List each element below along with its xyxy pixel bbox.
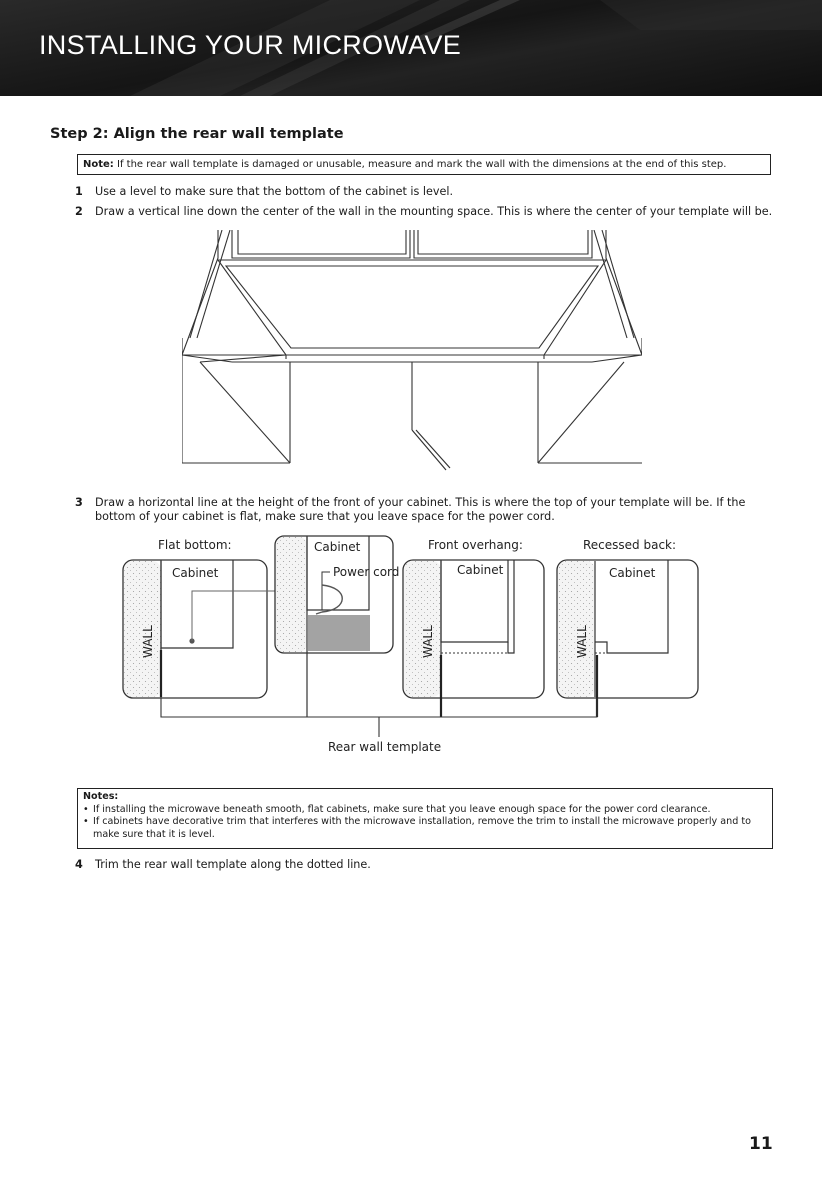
- cabinet-label: Cabinet: [172, 566, 219, 580]
- cabinet-types-diagram: [0, 530, 822, 765]
- page-number: 11: [749, 1134, 773, 1154]
- cabinet-label: Cabinet: [314, 540, 361, 554]
- notes-box: [77, 788, 773, 849]
- note-text: If the rear wall template is damaged or unusable, measure and mark the wall with the dimensions at the end of this step.: [117, 159, 727, 170]
- step-number: 1: [75, 185, 83, 198]
- wall-label: WALL: [141, 625, 155, 658]
- step-number: 2: [75, 205, 83, 218]
- notes-title: Notes:: [83, 791, 119, 802]
- step-heading: Step 2: Align the rear wall template: [50, 126, 344, 142]
- mounting-space-illustration: [182, 230, 642, 475]
- template-bracket: [161, 697, 597, 717]
- wall-section: [276, 537, 307, 652]
- notes-item: • If cabinets have decorative trim that interferes with the microwave installation, remove the trim to install the microwave properly and to make sure that it is level.: [83, 816, 767, 841]
- step-text: Draw a vertical line down the center of the wall in the mounting space. This is where the center of your template will be.: [95, 205, 773, 218]
- header-banner: [0, 0, 822, 96]
- step-text: Draw a horizontal line at the height of the front of your cabinet. This is where the top of your template will be. If the bottom of your cabinet is flat, make sure that you leave space for the power cord.: [95, 496, 746, 523]
- rear-wall-template-label: Rear wall template: [328, 740, 442, 754]
- page-title: INSTALLING YOUR MICROWAVE: [39, 30, 462, 60]
- recessed-back-label: Recessed back:: [583, 538, 677, 552]
- step-text: Use a level to make sure that the bottom of the cabinet is level.: [95, 185, 454, 198]
- microwave-top: [308, 615, 370, 651]
- flat-bottom-label: Flat bottom:: [158, 538, 232, 552]
- cabinet-label: Cabinet: [457, 563, 504, 577]
- step-text: Trim the rear wall template along the dotted line.: [95, 858, 371, 871]
- wall-label: WALL: [575, 625, 589, 658]
- note-box: [77, 154, 771, 175]
- wall-label: WALL: [421, 625, 435, 658]
- notes-item: • If installing the microwave beneath smooth, flat cabinets, make sure that you leave enough space for the power cord clearance.: [83, 804, 767, 817]
- notes-list: [83, 804, 767, 842]
- front-overhang-label: Front overhang:: [428, 538, 523, 552]
- cabinet-label: Cabinet: [609, 566, 656, 580]
- power-cord-label: Power cord: [333, 565, 400, 579]
- note-label: Note:: [83, 159, 114, 170]
- step-number: 3: [75, 496, 83, 509]
- step-number: 4: [75, 858, 83, 871]
